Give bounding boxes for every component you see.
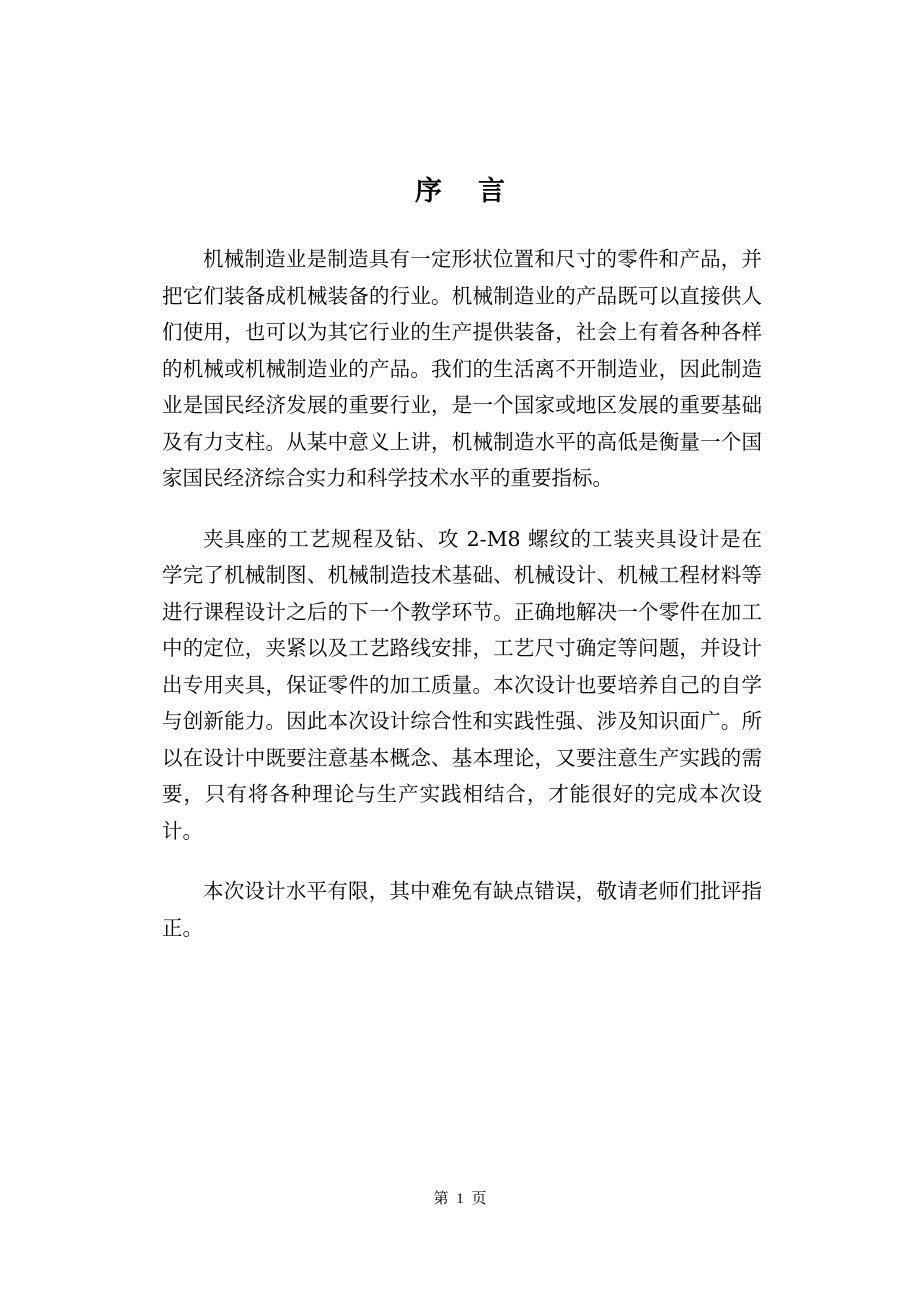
- page-title: 序言: [415, 176, 541, 207]
- paragraph-1: 机械制造业是制造具有一定形状位置和尺寸的零件和产品，并把它们装备成机械装备的行业。机械制造业的产品既可以直接供人们使用，也可以为其它行业的生产提供装备，社会上有着各种各样的机械或机械制造业的产品。我们的生活离不开制造业，因此制造业是国民经济发展的重要行业，是一个国家或地区发展的重要基础及有力支柱。从某中意义上讲，机械制造水平的高低是衡量一个国家国民经济综合实力和科学技术水平的重要指标。: [162, 247, 762, 490]
- paragraph-3: 本次设计水平有限，其中难免有缺点错误，敬请老师们批评指正。: [162, 879, 762, 940]
- page-number-footer: 第 1 页: [433, 1191, 487, 1207]
- preface-body: [162, 241, 762, 970]
- paragraph-2: 夹具座的工艺规程及钻、攻 2-M8 螺纹的工装夹具设计是在学完了机械制图、机械制造技术基础、机械设计、机械工程材料等进行课程设计之后的下一个教学环节。正确地解决一个零件在加工中的定位，夹紧以及工艺路线安排，工艺尺寸确定等问题，并设计出专用夹具，保证零件的加工质量。本次设计也要培养自己的自学与创新能力。因此本次设计综合性和实践性强、涉及知识面广。所以在设计中既要注意基本概念、基本理论，又要注意生产实践的需要，只有将各种理论与生产实践相结合，才能很好的完成本次设计。: [162, 526, 762, 843]
